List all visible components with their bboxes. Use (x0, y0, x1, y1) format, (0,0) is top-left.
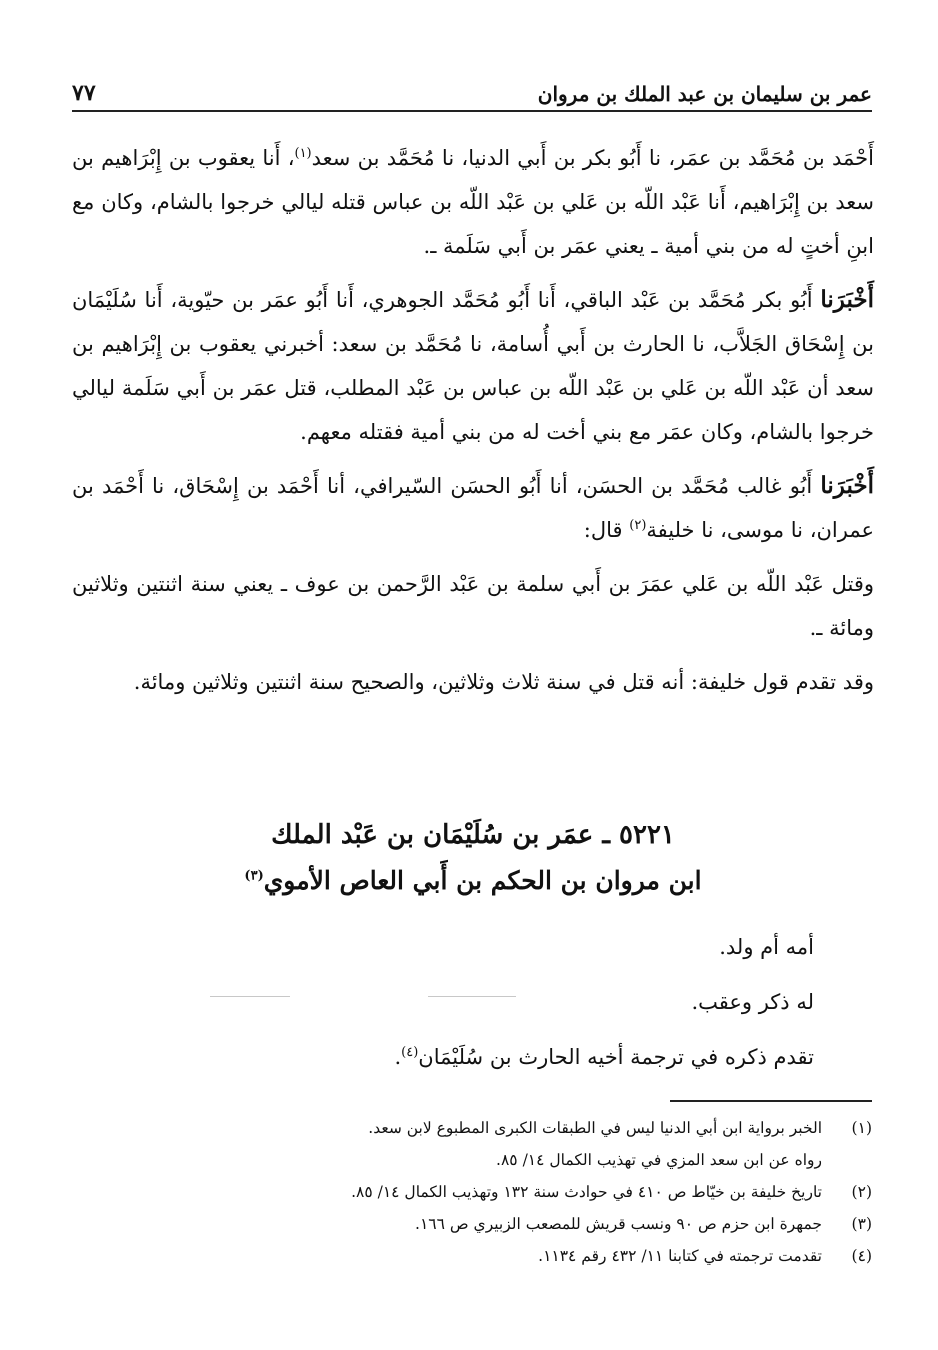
running-title: عمر بن سليمان بن عبد الملك بن مروان (537, 82, 872, 106)
scan-artifact-line (428, 996, 516, 997)
entry-heading-line1: ٥٢٢١ ـ عمَر بن سُلَيْمَان بن عَبْد الملك (271, 820, 675, 850)
entry-line (72, 1030, 814, 1085)
footnotes (72, 1112, 872, 1272)
paragraph-text: قال: (583, 518, 630, 542)
paragraph (72, 136, 874, 268)
footnote-number: (١) (851, 1119, 872, 1137)
footnote-rule (670, 1100, 872, 1102)
page-header (72, 72, 872, 106)
footnote-text: الخبر برواية ابن أبي الدنيا ليس في الطبقات الكبرى المطبوع لابن سعد. (368, 1119, 822, 1137)
footnote-text: تاريخ خليفة بن خيّاط ص ٤١٠ في حوادث سنة ١٣٢ وتهذيب الكمال ١٤/ ٨٥. (351, 1183, 822, 1201)
footnote-text: جمهرة ابن حزم ص ٩٠ ونسب قريش للمصعب الزبيري ص ١٦٦. (415, 1215, 822, 1233)
entry-heading-line2 (72, 858, 874, 904)
footnote-continuation: رواه عن ابن سعد المزي في تهذيب الكمال ١٤/ ٨٥. (496, 1151, 822, 1169)
entry-body (72, 920, 814, 1085)
paragraph-text: أَحْمَد بن مُحَمَّد بن عمَر، نا أَبُو بكر بن أَبي الدنيا، نا مُحَمَّد بن سعد (311, 146, 874, 170)
paragraph-lead: أَخْبَرَنا (820, 286, 874, 313)
paragraph-text: أَبُو غالب مُحَمَّد بن الحسَن، أنا أَبُو الحسَن السّيرافي، أنا أَحْمَد بن إِسْحَاق، نا أَحْمَد بن عمران، نا موسى، نا خليفة (72, 474, 874, 542)
entry-line (72, 975, 814, 1030)
body-text (72, 136, 874, 714)
scan-artifact-line (210, 996, 290, 997)
paragraph (72, 660, 874, 704)
entry-line-text: . (394, 1045, 402, 1069)
paragraph-text: ، أَنا يعقوب بن إِبْرَاهيم بن سعد بن إِبْرَاهيم، أَنا عَبْد اللّه بن عَلي بن عَبْد اللّه بن عباس قتله ليالي خرجوا بالشام، وكان مع ابنِ أختٍ له من بني أمية ـ يعني عمَر بن أَبي سَلَمة ـ. (72, 146, 874, 258)
footnote (72, 1176, 872, 1208)
footnote-text: تقدمت ترجمته في كتابنا ١١/ ٤٣٢ رقم ١١٣٤. (538, 1247, 822, 1265)
entry-line-text: تقدم ذكره في ترجمة أخيه الحارث بن سُلَيْمَان (418, 1045, 814, 1069)
footnote (72, 1208, 872, 1240)
paragraph-text: وقتل عَبْد اللّه بن عَلي عمَرَ بن أَبي سلمة بن عَبْد الرَّحمن بن عوف ـ يعني سنة اثنتين وثلاثين ومائة ـ. (72, 572, 874, 640)
footnote-ref[interactable]: (٣) (244, 868, 264, 884)
paragraph (72, 278, 874, 454)
footnote-ref[interactable]: (١) (294, 146, 312, 161)
paragraph-lead: أَخْبَرَنا (820, 472, 874, 499)
footnote (72, 1240, 872, 1272)
entry-heading (72, 812, 874, 904)
entry-line-text: له ذكر وعقب. (691, 990, 814, 1014)
paragraph (72, 464, 874, 552)
footnote (72, 1112, 872, 1144)
footnote-ref[interactable]: (٤) (401, 1045, 419, 1060)
entry-line-text: أمه أم ولد. (719, 935, 814, 959)
footnote-number: (٣) (851, 1215, 872, 1233)
entry-line (72, 920, 814, 975)
paragraph-text: أَبُو بكر مُحَمَّد بن عَبْد الباقي، أَنا أَبُو مُحَمَّد الجوهري، أَنا أَبُو عمَر بن حيّوية، أَنا سُلَيْمَان بن إِسْحَاق الجَلاَّب، نا الحارث بن أَبي أُسامة، نا مُحَمَّد بن سعد: أخبرني يعقوب بن إِبْرَاهيم بن سعد أن عَبْد اللّه بن عَلي بن عَبْد اللّه بن عباس بن عَبْد المطلب، قتل عمَر بن أَبي سَلَمة ليالي خرجوا بالشام، وكان عمَر مع بني أخت له من بني أمية فقتله معهم. (72, 288, 874, 444)
footnote-number: (٢) (851, 1183, 872, 1201)
paragraph (72, 562, 874, 650)
header-rule (72, 110, 872, 112)
footnote-ref[interactable]: (٢) (629, 518, 647, 533)
page-number: ٧٧ (72, 80, 96, 106)
paragraph-text: وقد تقدم قول خليفة: أنه قتل في سنة ثلاث وثلاثين، والصحيح سنة اثنتين وثلاثين ومائة. (133, 670, 874, 694)
footnote-number: (٤) (851, 1247, 872, 1265)
entry-heading-line2-text: ابن مروان بن الحكم بن أَبي العاص الأموي (263, 866, 702, 895)
